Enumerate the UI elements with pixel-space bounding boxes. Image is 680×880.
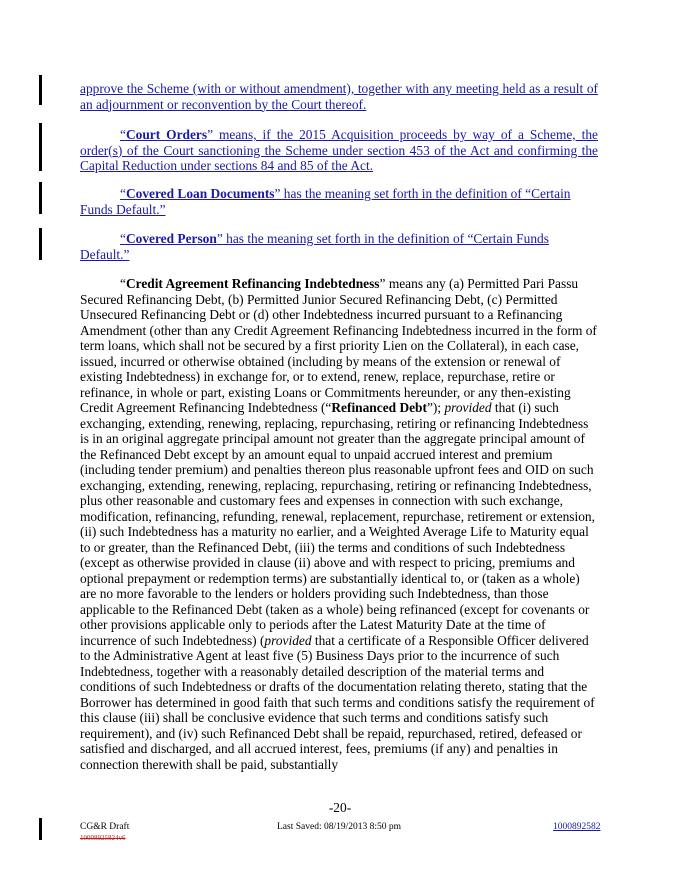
- definition-court-orders: “Court Orders” means, if the 2015 Acquisition proceeds by way of a Scheme, the order(s) of the Court sanctioning the Scheme under section 453 of the Act and confirming the Capital Reduction under sections 84 and 85 of the Act.: [80, 127, 598, 173]
- definition-covered-person: “Covered Person” has the meaning set forth in the definition of “Certain Funds Default.”: [80, 231, 549, 262]
- change-bar: [39, 123, 42, 171]
- term-refinanced-debt: Refinanced Debt: [331, 400, 427, 415]
- term-credit-agreement-refinancing-indebtedness: Credit Agreement Refinancing Indebtedness: [125, 276, 380, 291]
- change-bar: [39, 228, 42, 260]
- covered-loan-documents-text: has the meaning set forth in the definition of “Certain Funds Default.”: [80, 186, 571, 217]
- footer-docid: 1000892582: [553, 822, 601, 832]
- credit-agreement-text-1: means any (a) Permitted Pari Passu Secured Refinancing Debt, (b) Permitted Junior Secured Refinancing Debt, (c) Permitted Unsecured Refinancing Debt or (d) other Indebtedness incurred pursuant to a Refinancing Amendment (other than any Credit Agreement Refinancing Indebtedness incurred in the form of term loans, which shall not be secured by a first priority Lien on the Collateral), in each case, issued, incurred or otherwise obtained (including by means of the extension or renewal of existing Indebtedness) in exchange for, or to extend, renew, replace, repurchase, retire or refinance, in whole or part, existing Loans or Commitments hereunder, or any then-existing Credit Agreement Refinancing Indebtedness (“: [80, 276, 597, 415]
- provided-italic-1: provided: [444, 400, 492, 415]
- term-court-orders: Court Orders: [125, 127, 208, 142]
- definition-credit-agreement-refinancing-indebtedness: “Credit Agreement Refinancing Indebtedness” means any (a) Permitted Pari Passu Secured Refinancing Debt, (b) Permitted Junior Secured Refinancing Debt, (c) Permitted Unsecured Refinancing Debt or (d) other Indebtedness incurred pursuant to a Refinancing Amendment (other than any Credit Agreement Refinancing Indebtedness incurred in the form of term loans, which shall not be secured by a first priority Lien on the Collateral), in each case, issued, incurred or otherwise obtained (including by means of the extension or renewal of existing Indebtedness) in exchange for, or to extend, renew, replace, repurchase, retire or refinance, in whole or part, existing Loans or Commitments hereunder, or any then-existing Credit Agreement Refinancing Indebtedness (“Refinanced Debt”); provided that (i) such exchanging, extending, renewing, replacing, repurchasing, retiring or refinancing Indebtedness is in an original aggregate principal amount not greater than the aggregate principal amount of the Refinanced Debt except by an amount equal to unpaid accrued interest and premium (including tender premium) and penalties thereon plus reasonable upfront fees and OID on such exchanging, extending, renewing, replacing, repurchasing, retiring or refinancing Indebtedness, plus other reasonable and customary fees and expenses in connection with such exchange, modification, refinancing, refunding, renewal, replacement, repurchase, retirement or extension, (ii) such Indebtedness has a maturity no earlier, and a Weighted Average Life to Maturity equal to or greater, than the Refinanced Debt, (iii) the terms and conditions of such Indebtedness (except as otherwise provided in clause (ii) above and with respect to pricing, premiums and optional prepayment or redemption terms) are substantially identical to, or (taken as a whole) are no more favorable to the lenders or holders providing such Indebtedness, than those applicable to the Refinanced Debt (taken as a whole) being refinanced (except for covenants or other provisions applicable only to periods after the Latest Maturity Date at the time of incurrence of such Indebtedness) (provided that a certificate of a Responsible Officer delivered to the Administrative Agent at least five (5) Business Days prior to the incurrence of such Indebtedness, together with a reasonably detailed description of the material terms and conditions of such Indebtedness or drafts of the documentation relating thereto, stating that the Borrower has determined in good faith that such terms and conditions satisfy the requirement of this clause (iii) shall be conclusive evidence that such terms and conditions satisfy such requirement), and (iv) such Refinanced Debt shall be repaid, repurchased, retired, defeased or satisfied and discharged, and all accrued interest, fees, premiums (if any) and penalties in connection therewith shall be paid, substantially: [80, 276, 597, 772]
- change-bar: [39, 818, 42, 840]
- credit-agreement-text-3: that (i) such exchanging, extending, renewing, replacing, repurchasing, retiring or refinancing Indebtedness is in an original aggregate principal amount not greater than the aggregate principal amount of the Refinanced Debt except by an amount equal to unpaid accrued interest and premium (including tender premium) and penalties thereon plus reasonable upfront fees and OID on such exchanging, extending, renewing, replacing, repurchasing, retiring or refinancing Indebtedness, plus other reasonable and customary fees and expenses in connection with such exchange, modification, refinancing, refunding, renewal, replacement, repurchase, retirement or extension, (ii) such Indebtedness has a maturity no earlier, and a Weighted Average Life to Maturity equal to or greater, than the Refinanced Debt, (iii) the terms and conditions of such Indebtedness (except as otherwise provided in clause (ii) above and with respect to pricing, premiums and optional prepayment or redemption terms) are substantially identical to, or (taken as a whole) are no more favorable to the lenders or holders providing such Indebtedness, than those applicable to the Refinanced Debt (taken as a whole) being refinanced (except for covenants or other provisions applicable only to periods after the Latest Maturity Date at the time of incurrence of such Indebtedness) (: [80, 400, 595, 648]
- scheme-text: approve the Scheme (with or without amendment), together with any meeting held as a result of an adjournment or reconvention by the Court thereof.: [80, 81, 598, 112]
- credit-agreement-text-4: that a certificate of a Responsible Officer delivered to the Administrative Agent at least five (5) Business Days prior to the incurrence of such Indebtedness, together with a reasonably detailed description of the material terms and conditions of such Indebtedness or drafts of the documentation relating thereto, stating that the Borrower has determined in good faith that such terms and conditions satisfy the requirement of this clause (iii) shall be conclusive evidence that such terms and conditions satisfy such requirement), and (iv) such Refinanced Debt shall be repaid, repurchased, retired, defeased or satisfied and discharged, and all accrued interest, fees, premiums (if any) and penalties in connection therewith shall be paid, substantially: [80, 632, 595, 772]
- term-covered-loan-documents: Covered Loan Documents: [125, 186, 275, 201]
- footer-last-saved: Last Saved: 08/19/2013 8:50 pm: [277, 822, 402, 832]
- term-covered-person: Covered Person: [125, 231, 217, 246]
- covered-person-text: has the meaning set forth in the definition of “Certain Funds Default.”: [80, 231, 549, 262]
- court-orders-text: means, if the 2015 Acquisition proceeds by way of a Scheme, the order(s) of the Court sanctioning the Scheme under section 453 of the Act and confirming the Capital Reduction under sections 84 and 85 of the Act.: [80, 127, 598, 173]
- provided-italic-2: provided: [264, 632, 312, 648]
- change-bar: [39, 75, 42, 105]
- footer-deleted-docid: 10008925824v6: [80, 834, 126, 842]
- page-number: -20-: [328, 800, 352, 815]
- footer-draft-text: CG&R Draft: [80, 822, 130, 832]
- paragraph-scheme-continuation: [80, 81, 598, 112]
- credit-agreement-text-2: ”);: [426, 400, 445, 415]
- change-bar: [39, 182, 42, 214]
- definition-covered-loan-documents: “Covered Loan Documents” has the meaning set forth in the definition of “Certain Funds Default.”: [80, 186, 571, 217]
- footer-draft-label: [80, 822, 129, 844]
